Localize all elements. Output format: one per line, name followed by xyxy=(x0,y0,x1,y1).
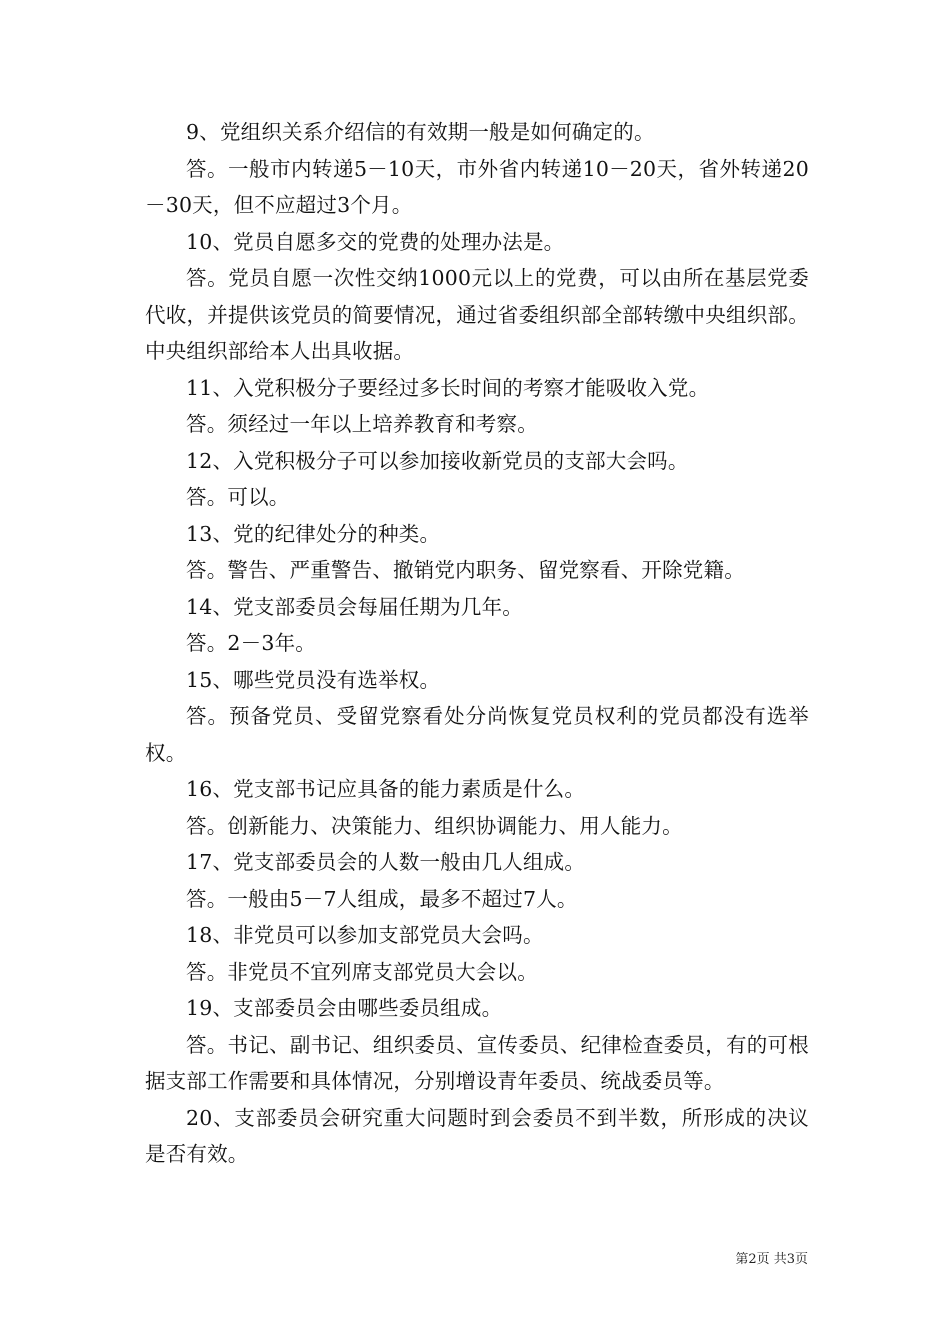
question-13: 13、党的纪律处分的种类。 xyxy=(186,521,441,546)
question-11: 11、入党积极分子要经过多长时间的考察才能吸收入党。 xyxy=(186,375,710,400)
question-16: 16、党支部书记应具备的能力素质是什么。 xyxy=(186,777,586,801)
answer-9: 答。一般市内转递5－10天，市外省内转递10－20天，省外转递20－30天，但不应超过3个月。 xyxy=(145,156,809,217)
answer-19: 答。书记、副书记、组织委员、宣传委员、纪律检查委员，有的可根据支部工作需要和具体情况，分别增设青年委员、统战委员等。 xyxy=(145,1032,809,1093)
answer-15: 答。预备党员、受留党察看处分尚恢复党员权利的党员都没有选举权。 xyxy=(145,704,809,765)
question-20: 20、支部委员会研究重大问题时到会委员不到半数，所形成的决议是否有效。 xyxy=(145,1105,809,1166)
question-9: 9、党组织关系介绍信的有效期一般是如何确定的。 xyxy=(186,120,655,144)
answer-10: 答。党员自愿一次性交纳1000元以上的党费，可以由所在基层党委代收，并提供该党员的简要情况，通过省委组织部全部转缴中央组织部。中央组织部给本人出具收据。 xyxy=(145,266,809,363)
question-12: 12、入党积极分子可以参加接收新党员的支部大会吗。 xyxy=(186,448,689,473)
page-number-footer: 第2页 共3页 xyxy=(735,1252,808,1267)
question-17: 17、党支部委员会的人数一般由几人组成。 xyxy=(186,850,586,874)
answer-16: 答。创新能力、决策能力、组织协调能力、用人能力。 xyxy=(186,813,683,838)
answer-12: 答。可以。 xyxy=(186,485,290,509)
answer-17: 答。一般由5－7人组成，最多不超过7人。 xyxy=(186,886,578,911)
question-10: 10、党员自愿多交的党费的处理办法是。 xyxy=(186,229,565,254)
answer-18: 答。非党员不宜列席支部党员大会以。 xyxy=(186,959,538,984)
question-18: 18、非党员可以参加支部党员大会吗。 xyxy=(186,923,544,947)
question-15: 15、哪些党员没有选举权。 xyxy=(186,667,441,692)
document-body xyxy=(145,114,809,1173)
answer-13: 答。警告、严重警告、撤销党内职务、留党察看、开除党籍。 xyxy=(186,558,745,582)
question-19: 19、支部委员会由哪些委员组成。 xyxy=(186,996,503,1020)
answer-14: 答。2－3年。 xyxy=(186,631,316,655)
question-14: 14、党支部委员会每届任期为几年。 xyxy=(186,594,523,619)
answer-11: 答。须经过一年以上培养教育和考察。 xyxy=(186,412,538,436)
